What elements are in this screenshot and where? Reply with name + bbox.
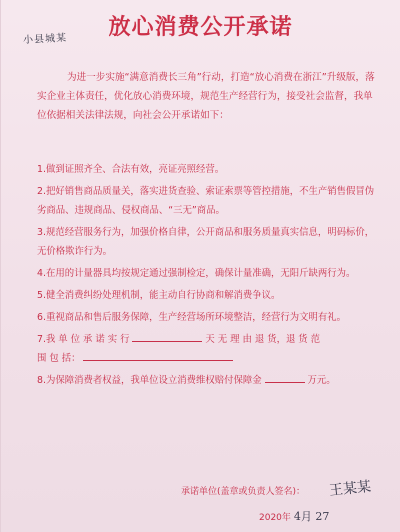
commitment-item: 4.在用的计量器具均按规定通过强制检定，确保计量准确，无阳斤缺两行为。 xyxy=(37,268,356,279)
commitment-item: 6.重视商品和售后服务保障，生产经营场所环境整洁，经营行为文明有礼。 xyxy=(37,312,346,323)
commitment-item-7 xyxy=(37,330,382,368)
intro-paragraph xyxy=(37,68,378,125)
commitment-item: 1.做到证照齐全、合法有效，亮证亮照经营。 xyxy=(37,164,225,175)
commitment-item: 2.把好销售商品质量关，落实进货查验、索证索票等管控措施，不生产销售假冒伪劣商品、违规商品、侵权商品、“三无”商品。 xyxy=(37,186,375,216)
fill-blank xyxy=(83,350,233,361)
date-text: 2020年 xyxy=(259,513,291,523)
fill-blank xyxy=(132,331,202,342)
handwritten-signature: 王某某 xyxy=(328,478,372,500)
commitment-item-8 xyxy=(37,371,382,390)
item7-suffix: 围 包 括： xyxy=(37,353,81,364)
item7-prefix: 7.我 单 位 承 诺 实 行 xyxy=(37,334,130,345)
sign-label: 承诺单位(盖章或负责人签名)： xyxy=(181,487,306,497)
page-title: 放心消费公开承诺 xyxy=(108,15,293,40)
commitment-list xyxy=(37,160,382,393)
signature-line xyxy=(181,484,305,497)
item8-prefix: 8.为保障消费者权益，我单位设立消费维权赔付保障金 xyxy=(37,375,262,386)
date-line xyxy=(259,508,329,524)
intro-text: 为进一步实施“满意消费长三角”行动，打造“放心消费在浙江”升级版，落实企业主体责任，优化放心消费环境，规范生产经营行为，接受社会监督，我单位依据相关法律法规，向社会公开承诺如下： xyxy=(37,72,375,121)
fill-blank xyxy=(265,372,305,383)
handwritten-note: 小县城某 xyxy=(22,32,68,47)
commitment-item: 5.健全消费纠纷处理机制，能主动自行协商和解消费争议。 xyxy=(37,290,281,301)
handwritten-date: 4月 27 xyxy=(293,510,330,523)
commitment-item: 3.规范经营服务行为，加强价格自律，公开商品和服务质量真实信息，明码标价，无价格欺诈行为。 xyxy=(37,227,375,257)
item8-suffix: 万元。 xyxy=(307,375,336,386)
item7-middle: 天 无 理 由 退 货，退 货 范 xyxy=(205,334,321,345)
